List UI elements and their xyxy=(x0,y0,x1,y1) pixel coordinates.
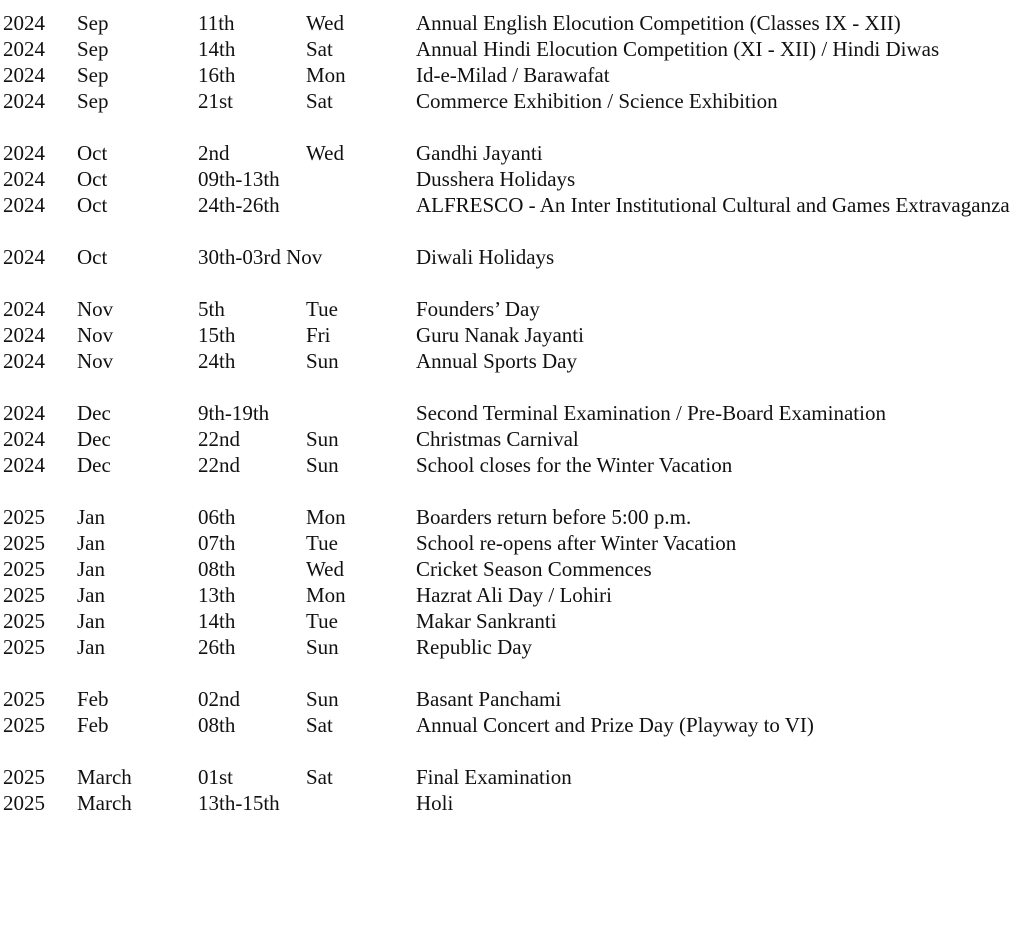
date-cell: 5th xyxy=(198,297,225,321)
calendar-row xyxy=(0,10,1024,36)
month-group xyxy=(0,686,1024,738)
year-cell: 2025 xyxy=(3,583,45,607)
weekday-cell: Sun xyxy=(306,427,339,451)
calendar-row xyxy=(0,504,1024,530)
year-cell: 2025 xyxy=(3,505,45,529)
year-cell: 2024 xyxy=(3,401,45,425)
month-cell: Dec xyxy=(77,427,111,451)
year-cell: 2024 xyxy=(3,37,45,61)
event-cell: Id-e-Milad / Barawafat xyxy=(416,63,610,87)
event-cell: Annual Concert and Prize Day (Playway to VI) xyxy=(416,713,814,737)
weekday-cell: Mon xyxy=(306,583,346,607)
event-cell: School closes for the Winter Vacation xyxy=(416,453,733,477)
event-cell: Annual English Elocution Competition (Classes IX - XII) xyxy=(416,11,901,35)
calendar-row xyxy=(0,348,1024,374)
month-group xyxy=(0,400,1024,478)
month-group xyxy=(0,140,1024,270)
year-cell: 2025 xyxy=(3,635,45,659)
date-cell: 22nd xyxy=(198,427,240,451)
year-cell: 2025 xyxy=(3,531,45,555)
year-cell: 2024 xyxy=(3,427,45,451)
calendar-row xyxy=(0,452,1024,478)
weekday-cell: Sat xyxy=(306,713,333,737)
event-cell: School re-opens after Winter Vacation xyxy=(416,531,737,555)
month-group xyxy=(0,10,1024,114)
month-cell: Nov xyxy=(77,349,114,373)
month-cell: Oct xyxy=(77,245,108,269)
year-cell: 2024 xyxy=(3,193,45,217)
event-cell: Annual Hindi Elocution Competition (XI - XII) / Hindi Diwas xyxy=(416,37,940,61)
month-cell: Sep xyxy=(77,11,109,35)
month-cell: Dec xyxy=(77,401,111,425)
event-cell: Hazrat Ali Day / Lohiri xyxy=(416,583,612,607)
year-cell: 2024 xyxy=(3,11,45,35)
weekday-cell: Tue xyxy=(306,297,338,321)
month-cell: Sep xyxy=(77,89,109,113)
year-cell: 2025 xyxy=(3,609,45,633)
event-cell: Basant Panchami xyxy=(416,687,562,711)
month-cell: Nov xyxy=(77,297,114,321)
event-cell: Guru Nanak Jayanti xyxy=(416,323,584,347)
month-cell: Jan xyxy=(77,531,105,555)
calendar-row xyxy=(0,608,1024,634)
date-cell: 07th xyxy=(198,531,236,555)
event-cell: ALFRESCO - An Inter Institutional Cultural and Games Extravaganza xyxy=(416,193,1010,217)
event-cell: Christmas Carnival xyxy=(416,427,579,451)
year-cell: 2024 xyxy=(3,167,45,191)
year-cell: 2024 xyxy=(3,349,45,373)
calendar-row xyxy=(0,582,1024,608)
month-cell: Feb xyxy=(77,713,109,737)
date-cell: 16th xyxy=(198,63,236,87)
year-cell: 2025 xyxy=(3,713,45,737)
month-cell: Oct xyxy=(77,193,108,217)
date-cell: 30th-03rd Nov xyxy=(198,245,323,269)
event-cell: Second Terminal Examination / Pre-Board Examination xyxy=(416,401,886,425)
month-cell: Jan xyxy=(77,609,105,633)
date-cell: 14th xyxy=(198,609,236,633)
calendar-row xyxy=(0,686,1024,712)
month-cell: Oct xyxy=(77,141,108,165)
calendar-row xyxy=(0,296,1024,322)
date-cell: 11th xyxy=(198,11,235,35)
weekday-cell: Tue xyxy=(306,531,338,555)
month-cell: Sep xyxy=(77,63,109,87)
calendar-row xyxy=(0,244,1024,270)
calendar-row xyxy=(0,192,1024,244)
weekday-cell: Wed xyxy=(306,11,344,35)
calendar-row xyxy=(0,764,1024,790)
weekday-cell: Tue xyxy=(306,609,338,633)
month-group xyxy=(0,764,1024,816)
year-cell: 2025 xyxy=(3,791,45,815)
weekday-cell: Fri xyxy=(306,323,331,347)
date-cell: 13th-15th xyxy=(198,791,280,815)
weekday-cell: Sun xyxy=(306,687,339,711)
event-cell: Boarders return before 5:00 p.m. xyxy=(416,505,692,529)
year-cell: 2024 xyxy=(3,141,45,165)
date-cell: 01st xyxy=(198,765,234,789)
weekday-cell: Sun xyxy=(306,349,339,373)
calendar-row xyxy=(0,62,1024,88)
weekday-cell: Sat xyxy=(306,37,333,61)
year-cell: 2024 xyxy=(3,89,45,113)
year-cell: 2024 xyxy=(3,245,45,269)
month-cell: Jan xyxy=(77,583,105,607)
calendar-row xyxy=(0,790,1024,816)
date-cell: 02nd xyxy=(198,687,240,711)
date-cell: 2nd xyxy=(198,141,230,165)
event-cell: Commerce Exhibition / Science Exhibition xyxy=(416,89,778,113)
date-cell: 13th xyxy=(198,583,236,607)
weekday-cell: Wed xyxy=(306,557,344,581)
date-cell: 08th xyxy=(198,557,236,581)
date-cell: 14th xyxy=(198,37,236,61)
weekday-cell: Mon xyxy=(306,63,346,87)
date-cell: 26th xyxy=(198,635,236,659)
calendar-row xyxy=(0,556,1024,582)
event-cell: Cricket Season Commences xyxy=(416,557,652,581)
month-cell: Feb xyxy=(77,687,109,711)
calendar-row xyxy=(0,88,1024,114)
month-cell: Oct xyxy=(77,167,108,191)
event-cell: Diwali Holidays xyxy=(416,245,555,269)
weekday-cell: Sun xyxy=(306,453,339,477)
month-cell: Jan xyxy=(77,505,105,529)
calendar-row xyxy=(0,140,1024,166)
date-cell: 22nd xyxy=(198,453,240,477)
month-group xyxy=(0,504,1024,660)
event-cell: Gandhi Jayanti xyxy=(416,141,543,165)
calendar-row xyxy=(0,400,1024,426)
event-cell: Holi xyxy=(416,791,454,815)
year-cell: 2025 xyxy=(3,687,45,711)
month-cell: Jan xyxy=(77,635,105,659)
date-cell: 24th-26th xyxy=(198,193,280,217)
weekday-cell: Mon xyxy=(306,505,346,529)
event-cell: Makar Sankranti xyxy=(416,609,557,633)
year-cell: 2025 xyxy=(3,557,45,581)
event-cell: Final Examination xyxy=(416,765,572,789)
calendar-row xyxy=(0,426,1024,452)
date-cell: 21st xyxy=(198,89,234,113)
year-cell: 2024 xyxy=(3,323,45,347)
month-cell: March xyxy=(77,791,132,815)
date-cell: 06th xyxy=(198,505,236,529)
month-cell: Nov xyxy=(77,323,114,347)
calendar-row xyxy=(0,322,1024,348)
event-cell: Republic Day xyxy=(416,635,533,659)
calendar-row xyxy=(0,712,1024,738)
event-cell: Annual Sports Day xyxy=(416,349,577,373)
year-cell: 2025 xyxy=(3,765,45,789)
calendar-row xyxy=(0,634,1024,660)
year-cell: 2024 xyxy=(3,63,45,87)
date-cell: 09th-13th xyxy=(198,167,280,191)
weekday-cell: Sat xyxy=(306,765,333,789)
weekday-cell: Sun xyxy=(306,635,339,659)
year-cell: 2024 xyxy=(3,453,45,477)
month-cell: March xyxy=(77,765,132,789)
year-cell: 2024 xyxy=(3,297,45,321)
calendar-row xyxy=(0,166,1024,192)
weekday-cell: Sat xyxy=(306,89,333,113)
date-cell: 08th xyxy=(198,713,236,737)
event-cell: Founders’ Day xyxy=(416,297,540,321)
month-cell: Dec xyxy=(77,453,111,477)
event-calendar xyxy=(0,10,1024,842)
calendar-row xyxy=(0,36,1024,62)
event-cell: Dusshera Holidays xyxy=(416,167,576,191)
weekday-cell: Wed xyxy=(306,141,344,165)
month-cell: Sep xyxy=(77,37,109,61)
month-group xyxy=(0,296,1024,374)
date-cell: 9th-19th xyxy=(198,401,270,425)
date-cell: 24th xyxy=(198,349,236,373)
month-cell: Jan xyxy=(77,557,105,581)
date-cell: 15th xyxy=(198,323,236,347)
calendar-row xyxy=(0,530,1024,556)
